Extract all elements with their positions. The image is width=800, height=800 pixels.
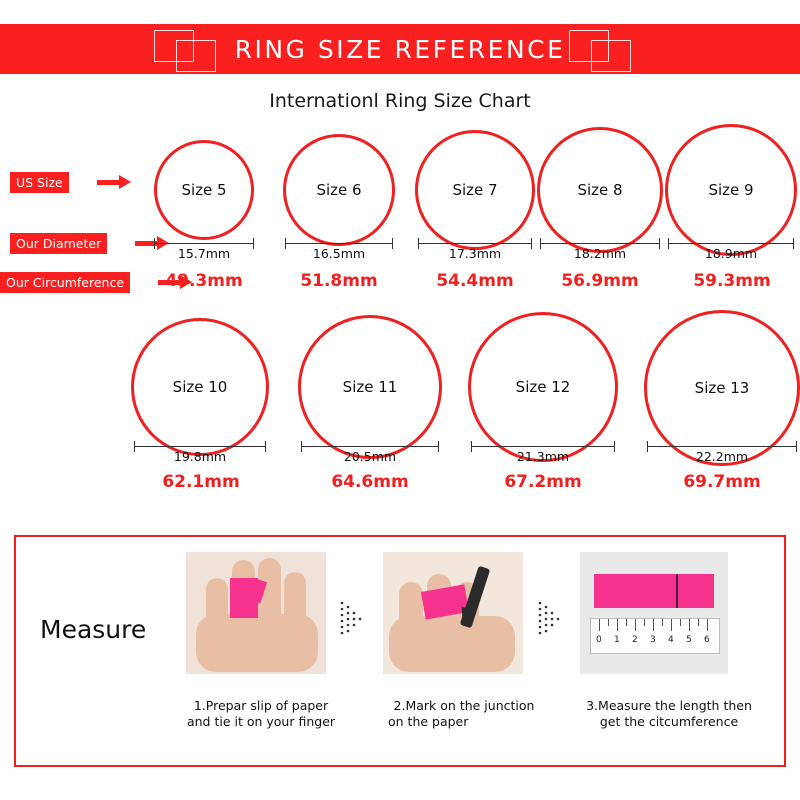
diameter-value: 21.3mm — [516, 449, 570, 464]
ring-circle-size-6 — [283, 134, 395, 246]
label-our-circumference-text: Our Circumference — [6, 275, 125, 290]
step-3-line-2: get the citcumference — [599, 714, 739, 729]
circumference-value: 69.7mm — [683, 472, 761, 492]
ring-circle-size-10 — [131, 318, 269, 456]
paper-strip — [594, 574, 714, 608]
circumference-value: 67.2mm — [504, 472, 582, 492]
ring-size-label: Size 10 — [172, 378, 228, 396]
ring-circle-size-8 — [537, 127, 663, 253]
hand-illustration — [383, 552, 523, 674]
ring-size-label: Size 12 — [515, 378, 571, 396]
page-title: RING SIZE REFERENCE — [234, 34, 566, 64]
ring-circle-size-5 — [154, 140, 254, 240]
ruler-number: 6 — [704, 635, 710, 645]
circumference-value: 51.8mm — [300, 271, 378, 291]
label-us-size — [10, 172, 69, 193]
hand-illustration — [186, 552, 326, 674]
ring-circle-size-12 — [468, 312, 618, 462]
ruler-number: 0 — [596, 635, 602, 645]
diameter-value: 18.9mm — [704, 246, 758, 261]
ring-size-label: Size 5 — [181, 181, 227, 199]
dimension-bar — [134, 446, 266, 447]
diameter-value: 19.8mm — [173, 449, 227, 464]
circumference-value: 62.1mm — [162, 472, 240, 492]
diameter-value: 16.5mm — [312, 246, 366, 261]
ring-circle-size-9 — [665, 124, 797, 256]
step-3-caption — [574, 698, 764, 730]
step-2-caption — [374, 698, 554, 730]
ring-size-label: Size 6 — [316, 181, 362, 199]
dimension-bar — [540, 243, 660, 244]
circumference-value: 59.3mm — [693, 271, 771, 291]
circumference-value: 54.4mm — [436, 271, 514, 291]
dimension-bar — [647, 446, 797, 447]
ruler-number: 3 — [650, 635, 656, 645]
dimension-bar — [668, 243, 794, 244]
step-1-photo — [186, 552, 326, 674]
dimension-bar — [301, 446, 439, 447]
arrow-dots-icon-1 — [339, 600, 365, 638]
step-2-photo — [383, 552, 523, 674]
ring-size-label: Size 8 — [577, 181, 623, 199]
banner-decoration-right — [565, 24, 665, 74]
ring-circle-size-7 — [415, 130, 535, 250]
diameter-value: 22.2mm — [695, 449, 749, 464]
dimension-bar — [418, 243, 532, 244]
circumference-value: 49.3mm — [165, 271, 243, 291]
step-1-caption — [176, 698, 346, 730]
dimension-bar — [285, 243, 393, 244]
arrow-dots-icon-2 — [537, 600, 563, 638]
ruler — [590, 618, 720, 654]
chart-subtitle: Internationl Ring Size Chart — [269, 90, 531, 112]
measure-title: Measure — [40, 615, 147, 644]
ring-size-label: Size 9 — [708, 181, 754, 199]
diameter-value: 15.7mm — [177, 246, 231, 261]
circumference-value: 64.6mm — [331, 472, 409, 492]
ruler-number: 4 — [668, 635, 674, 645]
step-2-line-2: on the paper — [388, 714, 469, 729]
ring-circle-size-13 — [644, 310, 800, 466]
ring-circle-size-11 — [298, 315, 442, 459]
strip-mark — [676, 574, 678, 608]
dimension-bar — [471, 446, 615, 447]
step-1-line-2: and tie it on your finger — [186, 714, 336, 729]
ring-size-label: Size 7 — [452, 181, 498, 199]
header-banner — [0, 24, 800, 74]
label-our-circumference — [0, 272, 130, 293]
diameter-value: 20.5mm — [343, 449, 397, 464]
ring-size-label: Size 13 — [694, 379, 750, 397]
step-3-photo — [580, 552, 728, 674]
label-our-diameter-text: Our Diameter — [16, 236, 102, 251]
ruler-number: 2 — [632, 635, 638, 645]
circumference-value: 56.9mm — [561, 271, 639, 291]
step-3-line-1: 3.Measure the length then — [586, 698, 752, 713]
dimension-bar — [154, 243, 254, 244]
step-2-line-1: 2.Mark on the junction — [393, 698, 535, 713]
ruler-number: 5 — [686, 635, 692, 645]
ruler-number: 1 — [614, 635, 620, 645]
label-us-size-text: US Size — [16, 175, 63, 190]
diameter-value: 18.2mm — [573, 246, 627, 261]
ring-size-label: Size 11 — [342, 378, 398, 396]
diameter-value: 17.3mm — [448, 246, 502, 261]
step-1-line-1: 1.Prepar slip of paper — [193, 698, 329, 713]
label-our-diameter — [10, 233, 107, 254]
